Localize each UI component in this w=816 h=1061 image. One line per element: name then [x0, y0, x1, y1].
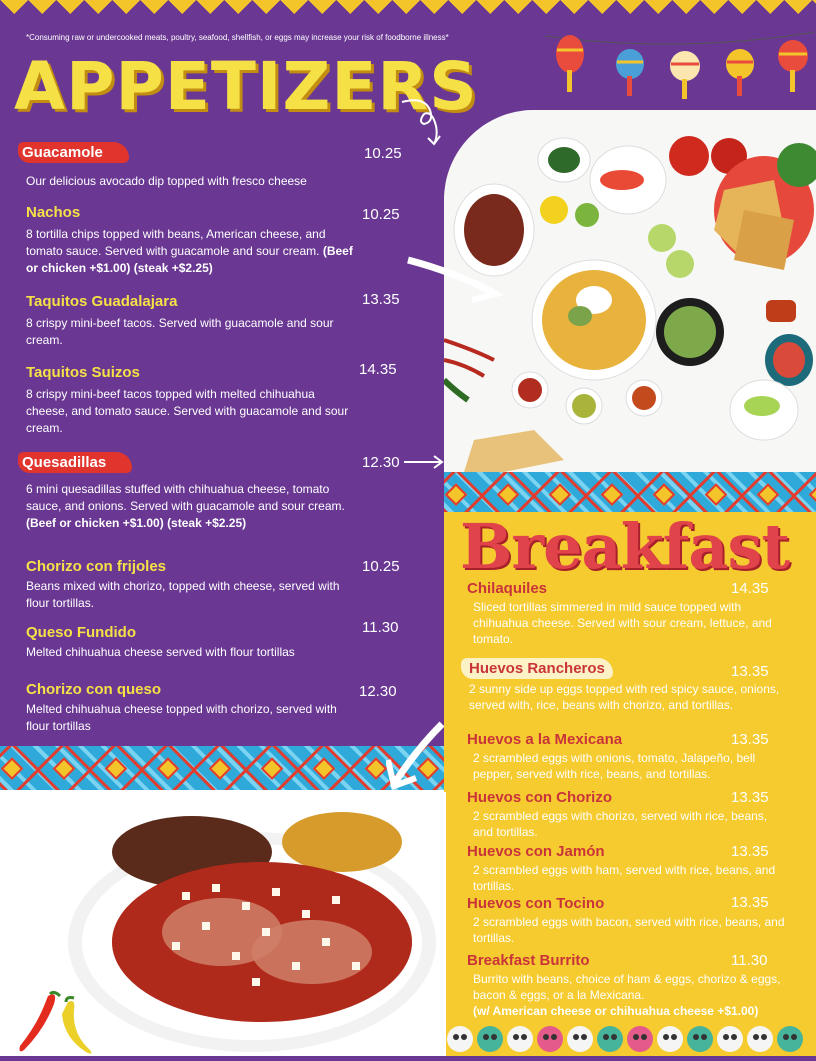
item-description: Melted chihuahua cheese topped with chorizo, served with flour tortillas [26, 702, 337, 733]
item-price: 11.30 [731, 952, 768, 969]
item-name: Quesadillas [18, 452, 132, 473]
item-price: 13.35 [362, 291, 400, 308]
menu-item-quesadillas [22, 452, 356, 532]
item-name: Breakfast Burrito [467, 952, 590, 969]
item-description: Sliced tortillas simmered in mild sauce topped with chihuahua cheese. Served with sour cream, lettuce, and tomato. [473, 600, 772, 646]
item-description: 8 crispy mini-beef tacos. Served with guacamole and sour cream. [26, 316, 334, 347]
maraca-icon [670, 51, 700, 99]
menu-item-chorizo-con-queso [26, 681, 356, 735]
menu-item-queso-fundido [26, 624, 356, 661]
chili-pepper-icon [14, 990, 104, 1056]
food-safety-disclaimer: *Consuming raw or undercooked meats, poultry, seafood, shellfish, or eggs may increase your risk of foodborne illness* [26, 33, 449, 42]
arrow-right-icon [404, 252, 504, 308]
item-price: 12.30 [359, 683, 397, 700]
item-description: 2 scrambled eggs with bacon, served with rice, beans, and tortillas. [473, 915, 785, 945]
swirl-arrow-icon [400, 96, 448, 148]
item-note: (Beef or chicken +$1.00) (steak +$2.25) [26, 516, 247, 530]
item-price: 14.35 [359, 361, 397, 378]
item-name: Queso Fundido [26, 624, 136, 641]
item-price: 13.35 [731, 894, 769, 911]
maraca-icon [616, 49, 644, 96]
menu-item-taquitos-suizos [26, 364, 356, 437]
item-name: Huevos con Tocino [467, 895, 605, 912]
item-name: Taquitos Guadalajara [26, 293, 178, 310]
item-description: 8 tortilla chips topped with beans, American cheese, and tomato sauce. Served with guacamole and sour cream. (Beef or chicken +$1.00) (steak +$2.25) [26, 227, 353, 275]
item-description: 6 mini quesadillas stuffed with chihuahua cheese, tomato sauce, and onions. Served with guacamole and sour cream. (Beef or chicken +$1.00) (steak +$2.25) [26, 482, 345, 530]
item-price: 10.25 [362, 558, 400, 575]
item-name: Taquitos Suizos [26, 364, 140, 381]
item-price: 13.35 [731, 789, 769, 806]
arrow-down-left-icon [386, 720, 446, 792]
sugar-skull-border [446, 1022, 816, 1056]
menu-item-chorizo-con-frijoles [26, 558, 356, 612]
item-note: (w/ American cheese or chihuahua cheese +$1.00) [473, 1004, 759, 1018]
item-price: 10.25 [364, 145, 402, 162]
menu-item-guacamole [22, 142, 356, 190]
item-price: 12.30 [362, 454, 400, 471]
item-description: 2 sunny side up eggs topped with red spicy sauce, onions, served with, rice, beans with chorizo, and tortillas. [469, 682, 780, 712]
item-note: (Beef or chicken +$1.00) (steak +$2.25) [26, 244, 353, 275]
item-name: Nachos [26, 204, 81, 221]
item-name: Chorizo con frijoles [26, 558, 167, 575]
menu-item-nachos [26, 204, 356, 277]
item-price: 14.35 [731, 580, 769, 597]
huevos-rancheros-plate-photo [62, 792, 446, 1056]
maraca-icon [556, 35, 584, 92]
item-description: 2 scrambled eggs with ham, served with rice, beans, and tortillas. [473, 863, 776, 893]
item-name: Huevos con Chorizo [467, 789, 613, 806]
item-price: 13.35 [731, 663, 769, 680]
appetizers-title: APPETIZERS [14, 48, 478, 125]
item-name: Huevos Rancheros [461, 658, 613, 679]
item-price: 13.35 [731, 843, 769, 860]
item-description: Burrito with beans, choice of ham & eggs, chorizo & eggs, bacon & eggs, or a la Mexicana. (w/ American cheese or chihuahua cheese +$1.00) [473, 972, 781, 1018]
arrow-right-icon [404, 454, 446, 470]
item-name: Guacamole [18, 142, 129, 163]
item-price: 10.25 [362, 206, 400, 223]
item-description: 2 scrambled eggs with chorizo, served with rice, beans, and tortillas. [473, 809, 768, 839]
pattern-band [0, 746, 444, 790]
maracas-decoration [545, 14, 815, 104]
maraca-icon [726, 49, 754, 96]
item-description: Beans mixed with chorizo, topped with cheese, served with flour tortillas. [26, 579, 340, 610]
item-name: Huevos con Jamón [467, 843, 605, 860]
item-description: 2 scrambled eggs with onions, tomato, Jalapeño, bell pepper, served with rice, beans, and tortillas. [473, 751, 756, 781]
item-name: Huevos a la Mexicana [467, 731, 623, 748]
item-price: 13.35 [731, 731, 769, 748]
item-price: 11.30 [362, 619, 399, 636]
item-description: Our delicious avocado dip topped with fresco cheese [26, 174, 307, 188]
breakfast-title: Breakfast [460, 510, 790, 583]
item-name: Chilaquiles [467, 580, 548, 597]
maraca-icon [778, 40, 808, 92]
menu-item-taquitos-guadalajara [26, 293, 356, 349]
item-description: Melted chihuahua cheese served with flour tortillas [26, 645, 295, 659]
item-name: Chorizo con queso [26, 681, 161, 698]
item-description: 8 crispy mini-beef tacos topped with melted chihuahua cheese, and tomato sauce. Served with guacamole and sour cream. [26, 387, 349, 435]
